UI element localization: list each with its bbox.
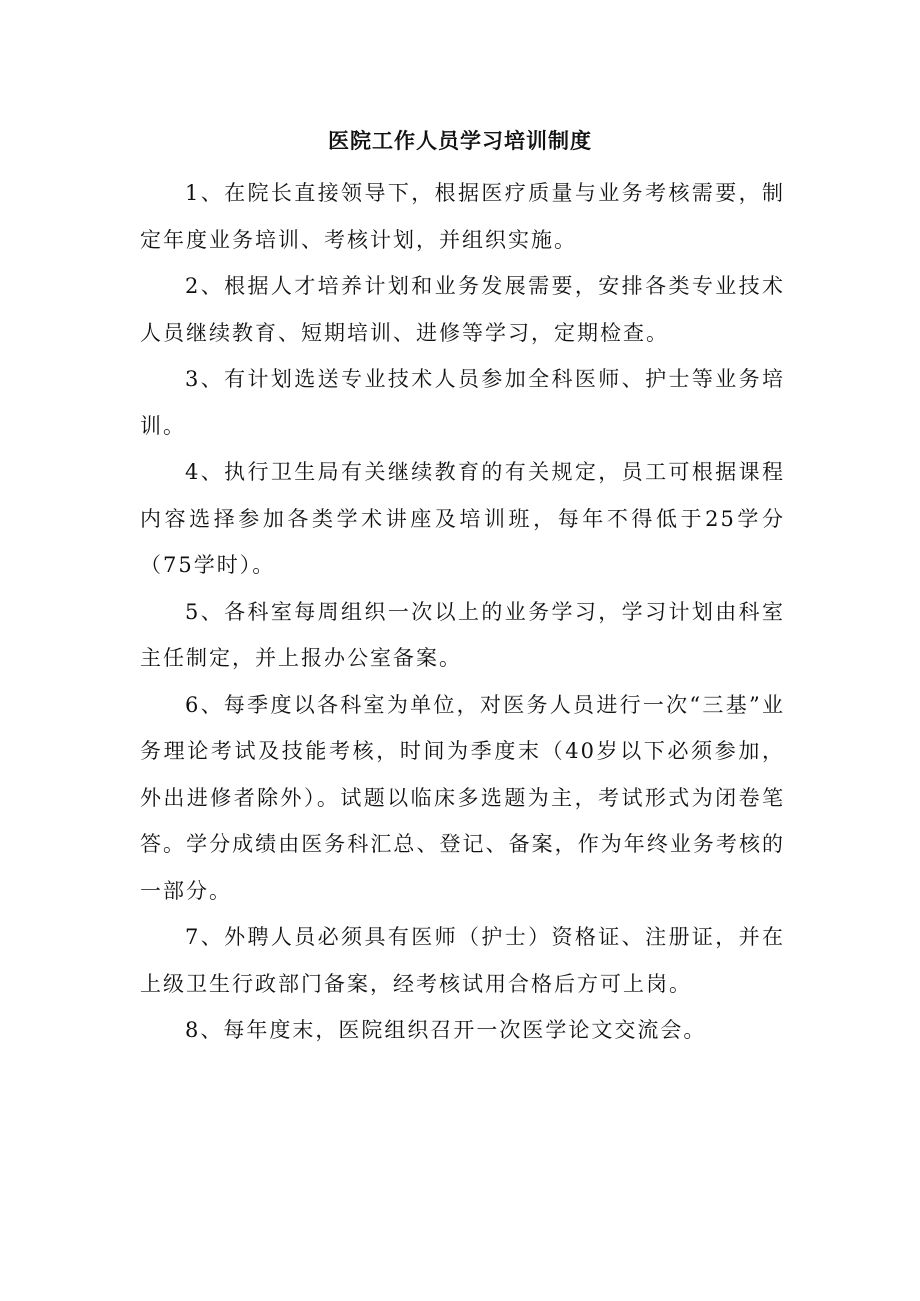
paragraph-7: 7、外聘人员必须具有医师（护士）资格证、注册证，并在上级卫生行政部门备案，经考核试用合格后方可上岗。 bbox=[140, 925, 785, 996]
document-body bbox=[140, 170, 785, 1054]
paragraph-1: 1、在院长直接领导下，根据医疗质量与业务考核需要，制定年度业务培训、考核计划，并组织实施。 bbox=[140, 181, 785, 252]
paragraph-8: 8、每年度末，医院组织召开一次医学论文交流会。 bbox=[185, 1018, 707, 1042]
paragraph-2: 2、根据人才培养计划和业务发展需要，安排各类专业技术人员继续教育、短期培训、进修等学习，定期检查。 bbox=[140, 274, 785, 345]
paragraph-3: 3、有计划选送专业技术人员参加全科医师、护士等业务培训。 bbox=[140, 367, 785, 438]
paragraph-4: 4、执行卫生局有关继续教育的有关规定，员工可根据课程内容选择参加各类学术讲座及培训班，每年不得低于25学分（75学时）。 bbox=[140, 460, 785, 577]
document-title: 医院工作人员学习培训制度 bbox=[328, 128, 592, 153]
paragraph-6: 6、每季度以各科室为单位，对医务人员进行一次“三基”业务理论考试及技能考核，时间为季度末（40岁以下必须参加，外出进修者除外）。试题以临床多选题为主，考试形式为闭卷笔答。学分成绩由医务科汇总、登记、备案，作为年终业务考核的一部分。 bbox=[140, 692, 785, 903]
paragraph-5: 5、各科室每周组织一次以上的业务学习，学习计划由科室主任制定，并上报办公室备案。 bbox=[140, 599, 785, 670]
